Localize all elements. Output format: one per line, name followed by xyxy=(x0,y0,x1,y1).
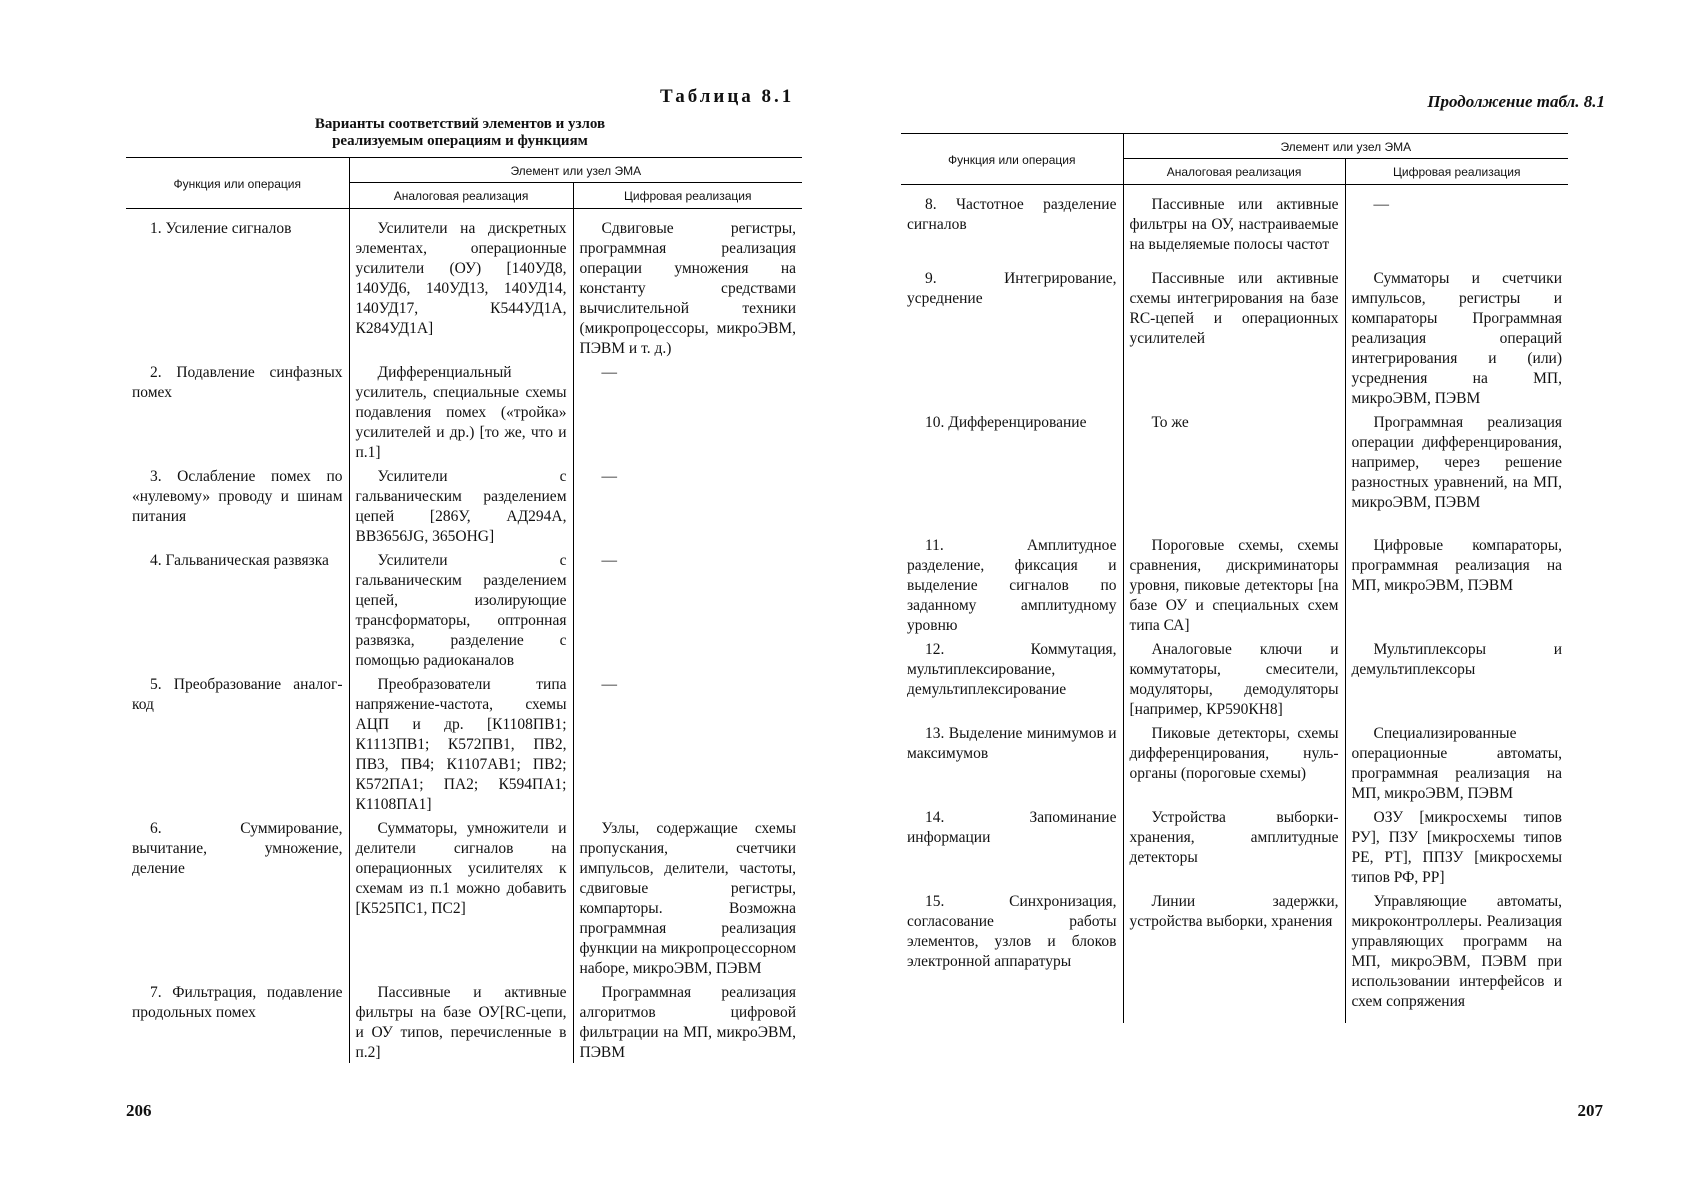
digital-cell: — xyxy=(573,671,802,815)
header-analog: Аналоговая реализация xyxy=(1123,159,1345,185)
analog-cell: Дифференциальный усилитель, специальные схемы подавления помех («тройка» усилителей и др.) [то же, что и п.1] xyxy=(349,359,573,463)
page-number-right: 207 xyxy=(1577,1101,1603,1120)
left-page xyxy=(0,0,841,1191)
table-row xyxy=(901,888,1568,1023)
analog-cell: Усилители на дискретных элементах, операционные усилители (ОУ) [140УД8, 140УД6, 140УД13, 140УД14, 140УД17, К544УД1А, К284УД1А] xyxy=(349,209,573,360)
table-row xyxy=(126,359,802,463)
caption-line-1: Варианты соответствий элементов и узлов xyxy=(314,116,606,132)
analog-cell: Пассивные или активные схемы интегрирования на базе RC-цепей и операционных усилителей xyxy=(1123,265,1345,409)
function-cell: 12. Коммутация, мультиплексирование, демультиплексирование xyxy=(907,640,1117,698)
function-cell: 6. Суммирование, вычитание, умножение, деление xyxy=(132,820,343,877)
right-table xyxy=(901,133,1568,1023)
digital-cell: Специализированные операционные автоматы, программная реализация на МП, микроЭВМ, ПЭВМ xyxy=(1345,720,1568,804)
analog-cell: Пороговые схемы, схемы сравнения, дискриминаторы уровня, пиковые детекторы [на базе ОУ и специальных схем типа СА] xyxy=(1123,532,1345,636)
analog-cell: Пассивные и активные фильтры на базе ОУ[RC-цепи, и ОУ типов, перечисленные в п.2] xyxy=(349,979,573,1063)
left-table-body xyxy=(126,209,802,1064)
table-row xyxy=(126,671,802,815)
table-row xyxy=(126,209,802,360)
analog-cell: Линии задержки, устройства выборки, хранения xyxy=(1123,888,1345,1023)
function-cell: 11. Амплитудное разделение, фиксация и выделение сигналов по заданному амплитудному уровню xyxy=(907,536,1117,634)
digital-cell: — xyxy=(573,463,802,547)
function-cell: 8. Частотное разделение сигналов xyxy=(907,196,1117,233)
digital-cell: — xyxy=(573,359,802,463)
header-function: Функция или операция xyxy=(901,134,1123,185)
digital-cell: — xyxy=(573,547,802,671)
function-cell: 3. Ослабление помех по «нулевому» проводу и шинам питания xyxy=(132,468,343,525)
analog-cell: То же xyxy=(1123,409,1345,532)
analog-cell: Пассивные или активные фильтры на ОУ, настраиваемые на выделяемые полосы частот xyxy=(1123,185,1345,265)
header-element: Элемент или узел ЭМА xyxy=(1123,134,1568,159)
caption-line-2: реализуемым операциям и функциям xyxy=(332,133,588,149)
digital-cell: Управляющие автоматы, микроконтроллеры. Реализация управляющих программ на МП, микроЭВМ, ПЭВМ при использовании интерфейсов и схем сопряжения xyxy=(1345,888,1568,1023)
function-cell: 9. Интегрирование, усреднение xyxy=(907,269,1117,307)
table-row xyxy=(901,532,1568,636)
digital-cell: Цифровые компараторы, программная реализация на МП, микроЭВМ, ПЭВМ xyxy=(1345,532,1568,636)
analog-cell: Преобразователи типа напряжение-частота, схемы АЦП и др. [К1108ПВ1; К1113ПВ1; К572ПВ1, ПВ2, ПВ3, ПВ4; К1107АВ1; ПВ2; К572ПА1; ПА2; К594ПА1; К1108ПА1] xyxy=(349,671,573,815)
function-cell: 10. Дифференцирование xyxy=(925,413,1087,431)
function-cell: 5. Преобразование аналог-код xyxy=(132,676,343,713)
table-label: Таблица 8.1 xyxy=(660,86,795,107)
analog-cell: Сумматоры, умножители и делители сигналов на операционных усилителях к схемам из п.1 можно добавить [К525ПС1, ПС2] xyxy=(349,815,573,979)
digital-cell: ОЗУ [микросхемы типов РУ], ПЗУ [микросхемы типов РЕ, РТ], ППЗУ [микросхемы типов РФ, РР] xyxy=(1345,804,1568,888)
function-cell: 14. Запоминание информации xyxy=(907,808,1117,846)
analog-cell: Усилители с гальваническим разделением цепей, изолирующие трансформаторы, оптронная развязка, разделение с помощью радиоканалов xyxy=(349,547,573,671)
table-row xyxy=(901,265,1568,409)
digital-cell: Сдвиговые регистры, программная реализация операции умножения на константу средствами вычислительной техники (микропроцессоры, микроЭВМ, ПЭВМ и т. д.) xyxy=(573,209,802,360)
right-page xyxy=(841,0,1683,1191)
function-cell: 1. Усиление сигналов xyxy=(150,220,292,237)
function-cell: 4. Гальваническая развязка xyxy=(150,552,329,569)
table-row xyxy=(126,463,802,547)
analog-cell: Аналоговые ключи и коммутаторы, смесители, модуляторы, демодуляторы [например, КР590КН8] xyxy=(1123,636,1345,720)
header-digital: Цифровая реализация xyxy=(1345,159,1568,185)
analog-cell: Пиковые детекторы, схемы дифференцирования, нуль-органы (пороговые схемы) xyxy=(1123,720,1345,804)
table-row xyxy=(126,547,802,671)
analog-cell: Устройства выборки-хранения, амплитудные детекторы xyxy=(1123,804,1345,888)
header-element: Элемент или узел ЭМА xyxy=(349,158,802,183)
table-row xyxy=(901,720,1568,804)
left-table xyxy=(126,157,802,1063)
table-row xyxy=(126,979,802,1063)
continuation-label: Продолжение табл. 8.1 xyxy=(1427,92,1605,111)
digital-cell: — xyxy=(1345,185,1568,265)
digital-cell: Сумматоры и счетчики импульсов, регистры и компараторы Программная реализация операций интегрирования и (или) усреднения на МП, микроЭВМ, ПЭВМ xyxy=(1345,265,1568,409)
table-row xyxy=(901,636,1568,720)
function-cell: 2. Подавление синфазных помех xyxy=(132,364,343,401)
digital-cell: Программная реализация алгоритмов цифровой фильтрации на МП, микроЭВМ, ПЭВМ xyxy=(573,979,802,1063)
function-cell: 13. Выделение минимумов и максимумов xyxy=(907,724,1117,762)
table-row xyxy=(901,185,1568,265)
digital-cell: Программная реализация операции дифференцирования, например, через решение разностных уравнений, на МП, микроЭВМ, ПЭВМ xyxy=(1345,409,1568,532)
page-number-left: 206 xyxy=(126,1101,152,1120)
header-function: Функция или операция xyxy=(126,158,349,209)
table-row xyxy=(126,815,802,979)
digital-cell: Мультиплексоры и демультиплексоры xyxy=(1345,636,1568,720)
table-row xyxy=(901,804,1568,888)
function-cell: 7. Фильтрация, подавление продольных помех xyxy=(132,984,343,1021)
header-analog: Аналоговая реализация xyxy=(349,183,573,209)
function-cell: 15. Синхронизация, согласование работы элементов, узлов и блоков электронной аппаратуры xyxy=(907,892,1117,970)
analog-cell: Усилители с гальваническим разделением цепей [286У, АД294А, ВВ3656JG, 365OHG] xyxy=(349,463,573,547)
table-row xyxy=(901,409,1568,532)
digital-cell: Узлы, содержащие схемы пропускания, счетчики импульсов, делители, частоты, сдвиговые регистры, компарторы. Возможна программная реализация функции на микропроцессорном наборе, микроЭВМ, ПЭВМ xyxy=(573,815,802,979)
table-caption xyxy=(250,116,670,150)
right-table-body xyxy=(901,185,1568,1023)
header-digital: Цифровая реализация xyxy=(573,183,802,209)
